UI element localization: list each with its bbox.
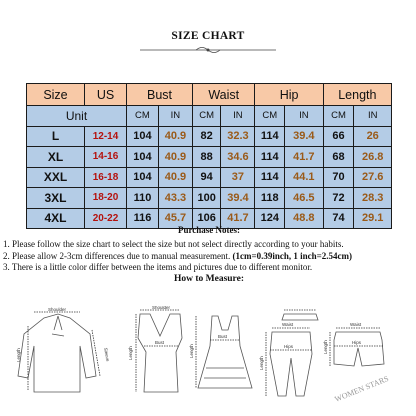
bust-in-cell: 40.9 (158, 167, 192, 188)
bust-cm-cell: 104 (127, 147, 159, 168)
unit-cm: CM (255, 106, 285, 127)
unit-label: Unit (27, 106, 127, 127)
size-cell: XXL (27, 167, 85, 188)
note-3: 3. There is a little color differ between the items and pictures due to different monitor. (3, 262, 313, 273)
label-length: Length (323, 340, 328, 354)
measure-illustrations (0, 306, 416, 416)
watermark: WOMEN STARS (333, 374, 390, 404)
size-cell: 4XL (27, 208, 85, 229)
waist-in-cell: 39.4 (221, 188, 255, 209)
blouse-icon (18, 312, 100, 392)
size-cell: 3XL (27, 188, 85, 209)
bust-in-cell: 45.7 (158, 208, 192, 229)
note-2-text: 2. Please allow 2-3cm differences due to manual measurement. (3, 250, 233, 261)
label-length: Length (189, 344, 194, 358)
length-in-cell: 29.1 (354, 208, 392, 229)
page-title: SIZE CHART (171, 30, 245, 42)
label-bust: Bust (155, 340, 165, 345)
hip-in-cell: 41.7 (285, 147, 324, 168)
waist-cm-cell: 94 (192, 167, 220, 188)
header-bust: Bust (127, 84, 193, 106)
tank-top-icon (136, 310, 182, 392)
unit-in: IN (221, 106, 255, 127)
hip-in-cell: 48.8 (285, 208, 324, 229)
length-in-cell: 27.6 (354, 167, 392, 188)
hip-cm-cell: 114 (255, 126, 285, 147)
table-header-row (27, 84, 392, 106)
bust-cm-cell: 116 (127, 208, 159, 229)
table-row (27, 167, 392, 188)
hip-in-cell: 44.1 (285, 167, 324, 188)
unit-cm: CM (323, 106, 354, 127)
bust-in-cell: 43.3 (158, 188, 192, 209)
length-in-cell: 28.3 (354, 188, 392, 209)
purchase-notes (3, 225, 415, 286)
table-row (27, 126, 392, 147)
us-cell: 20-22 (84, 208, 126, 229)
length-cm-cell: 68 (323, 147, 354, 168)
bust-in-cell: 40.9 (158, 126, 192, 147)
us-cell: 18-20 (84, 188, 126, 209)
waist-cm-cell: 82 (192, 126, 220, 147)
label-waist: Waist (282, 322, 294, 327)
note-2 (3, 251, 415, 263)
label-length: Length (128, 346, 133, 360)
length-cm-cell: 74 (323, 208, 354, 229)
label-hips: Hips (352, 340, 362, 345)
note-2-conversion: (1cm=0.39inch, 1 inch=2.54cm) (232, 250, 353, 261)
how-to-measure-title: How to Measure: (173, 274, 244, 285)
hip-cm-cell: 124 (255, 208, 285, 229)
waist-in-cell: 32.3 (221, 126, 255, 147)
hip-in-cell: 39.4 (285, 126, 324, 147)
hip-cm-cell: 114 (255, 167, 285, 188)
skirt-icon (282, 310, 318, 320)
waist-in-cell: 37 (221, 167, 255, 188)
bust-in-cell: 40.9 (158, 147, 192, 168)
header-waist: Waist (192, 84, 255, 106)
waist-in-cell: 41.7 (221, 208, 255, 229)
bust-cm-cell: 104 (127, 167, 159, 188)
unit-in: IN (285, 106, 324, 127)
waist-cm-cell: 100 (192, 188, 220, 209)
label-length: Length (16, 348, 21, 362)
label-length: Length (259, 356, 264, 370)
label-shoulder: Shoulder (152, 306, 171, 310)
size-chart-table (26, 83, 392, 229)
waist-cm-cell: 106 (192, 208, 220, 229)
size-cell: XL (27, 147, 85, 168)
bust-cm-cell: 104 (127, 126, 159, 147)
length-in-cell: 26.8 (354, 147, 392, 168)
table-row (27, 147, 392, 168)
unit-in: IN (158, 106, 192, 127)
header-size: Size (27, 84, 85, 106)
table-row (27, 188, 392, 209)
bust-cm-cell: 110 (127, 188, 159, 209)
trousers-icon (266, 328, 312, 396)
title-area (0, 24, 416, 54)
how-to-measure-figures (0, 306, 416, 416)
header-us: US (84, 84, 126, 106)
header-hip: Hip (255, 84, 323, 106)
label-bust: Bust (218, 334, 228, 339)
size-cell: L (27, 126, 85, 147)
header-length: Length (323, 84, 391, 106)
note-1: 1. Please follow the size chart to select the size but not select directly according to your habits. (3, 238, 344, 249)
label-hips: Hips (284, 344, 294, 349)
hip-in-cell: 46.5 (285, 188, 324, 209)
unit-in: IN (354, 106, 392, 127)
us-cell: 12-14 (84, 126, 126, 147)
us-cell: 14-16 (84, 147, 126, 168)
notes-title: Purchase Notes: (177, 225, 241, 235)
shorts-icon (330, 328, 384, 366)
length-in-cell: 26 (354, 126, 392, 147)
waist-in-cell: 34.6 (221, 147, 255, 168)
label-waist: Waist (350, 322, 362, 327)
length-cm-cell: 72 (323, 188, 354, 209)
unit-cm: CM (127, 106, 159, 127)
label-shoulder: Shoulder (48, 307, 67, 312)
waist-cm-cell: 88 (192, 147, 220, 168)
dress-icon (196, 316, 252, 388)
hip-cm-cell: 114 (255, 147, 285, 168)
unit-row (27, 106, 392, 127)
length-cm-cell: 70 (323, 167, 354, 188)
us-cell: 16-18 (84, 167, 126, 188)
label-sleeve: Sleeve (103, 347, 111, 362)
length-cm-cell: 66 (323, 126, 354, 147)
hip-cm-cell: 118 (255, 188, 285, 209)
unit-cm: CM (192, 106, 220, 127)
